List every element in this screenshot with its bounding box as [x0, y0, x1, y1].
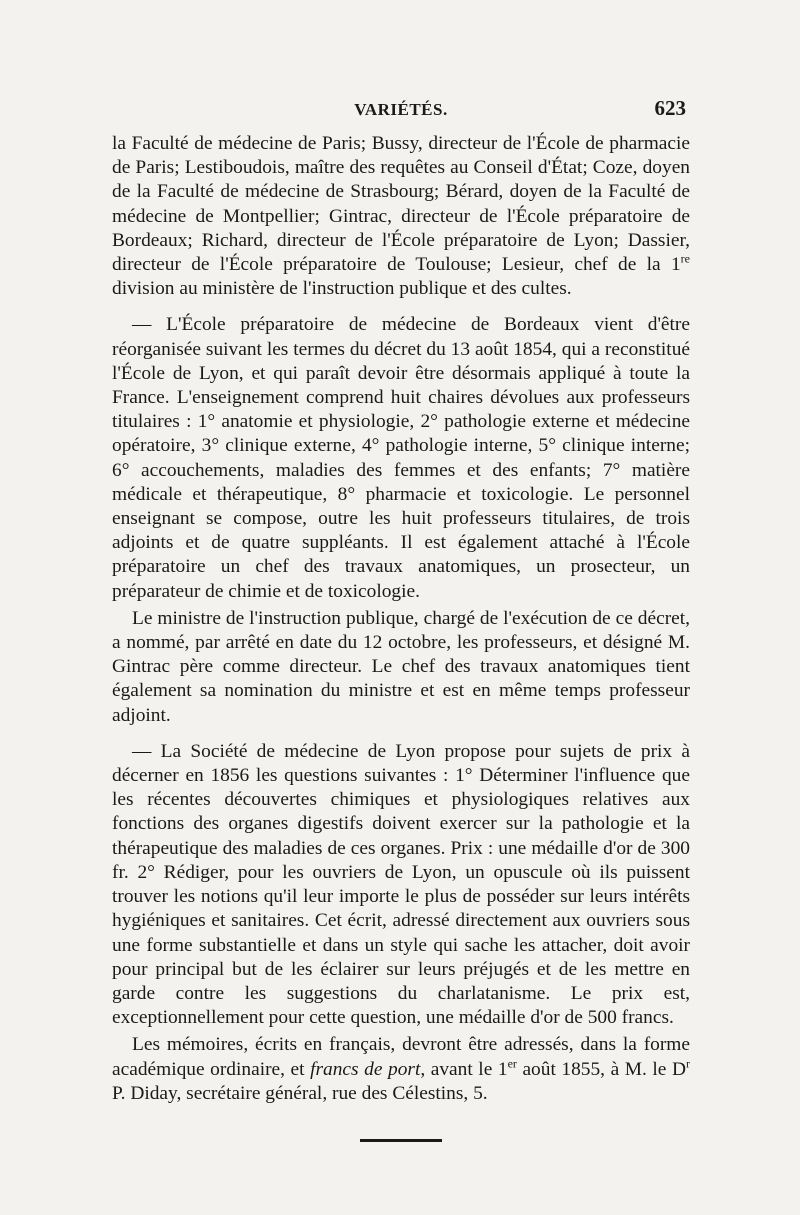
- paragraph-5-text-b: , avant le 1: [420, 1058, 508, 1080]
- paragraph-5-text-a: Les mémoires, écrits en français, devront être adressés, dans la forme académique ordinaire, et: [112, 1034, 690, 1080]
- paragraph-2: — L'École préparatoire de médecine de Bordeaux vient d'être réorganisée suivant les termes du décret du 13 août 1854, qui a reconstitué l'École de Lyon, et qui paraît devoir être désormais appliqué à toute la France. L'enseignement comprend huit chaires dévolues aux professeurs titulaires : 1° anatomie et physiologie, 2° pathologie externe et médecine opératoire, 3° clinique externe, 4° pathologie interne, 5° clinique interne; 6° accouchements, maladies des femmes et des enfants; 7° matière médicale et thérapeutique, 8° pharmacie et toxicologie. Le personnel enseignant se compose, outre les huit professeurs titulaires, de trois adjoints et de quatre suppléants. Il est également attaché à l'École préparatoire un chef des travaux anatomiques, un prosecteur, un préparateur de chimie et de toxicologie.: [112, 314, 690, 602]
- page-number: 623: [654, 96, 686, 120]
- paragraph-1-ordinal: 1: [670, 254, 681, 276]
- superscript: r: [685, 1056, 690, 1071]
- paragraph-5-text-c: août 1855, à M. le D: [516, 1058, 686, 1080]
- page-header: [112, 96, 690, 122]
- paragraph-1-end: division au ministère de l'instruction publique et des cultes.: [112, 278, 572, 300]
- superscript: er: [507, 1056, 517, 1071]
- paragraph-1-text: la Faculté de médecine de Paris; Bussy, directeur de l'École de pharmacie de Paris; Lestiboudois, maître des requêtes au Conseil d'État; Coze, doyen de la Faculté de médecine de Strasbourg; Bérard, doyen de la Faculté de médecine de Montpellier; Gintrac, directeur de l'École préparatoire de Bordeaux; Richard, directeur de l'École préparatoire de Lyon; Dassier, directeur de l'École préparatoire de Toulouse; Lesieur, chef de la: [112, 133, 690, 276]
- paragraph-5-text-d: P. Diday, secrétaire général, rue des Célestins, 5.: [112, 1082, 488, 1104]
- document-page: [112, 96, 690, 1134]
- italic-phrase: francs de port: [310, 1058, 421, 1080]
- horizontal-rule: [360, 1139, 442, 1142]
- body-text: [112, 132, 690, 1134]
- paragraph-1: [112, 132, 690, 301]
- running-title: VARIÉTÉS.: [354, 100, 448, 119]
- paragraph-5: [112, 1033, 690, 1106]
- paragraph-4: — La Société de médecine de Lyon propose pour sujets de prix à décerner en 1856 les questions suivantes : 1° Déterminer l'influence que les récentes découvertes chimiques et physiologiques relatives aux fonctions des organes digestifs doivent exercer sur la pathologie et la thérapeutique des maladies de ces organes. Prix : une médaille d'or de 300 fr. 2° Rédiger, pour les ouvriers de Lyon, un opuscule où ils puissent trouver les notions qu'il leur importe le plus de posséder sur leurs intérêts hygiéniques et sanitaires. Cet écrit, adressé directement aux ouvriers sous une forme substantielle et dans un style qui sache les attacher, doit avoir pour principal but de les éclairer sur leurs préjugés et de les mettre en garde contre les suggestions du charlatanisme. Le prix est, exceptionnellement pour cette question, une médaille d'or de 500 francs.: [112, 740, 690, 1029]
- superscript: re: [680, 251, 690, 266]
- paragraph-3: Le ministre de l'instruction publique, chargé de l'exécution de ce décret, a nommé, par arrêté en date du 12 octobre, les professeurs, et désigné M. Gintrac père comme directeur. Le chef des travaux anatomiques tient également sa nomination du ministre et est en même temps professeur adjoint.: [112, 607, 690, 726]
- closing-rule: [112, 1128, 690, 1134]
